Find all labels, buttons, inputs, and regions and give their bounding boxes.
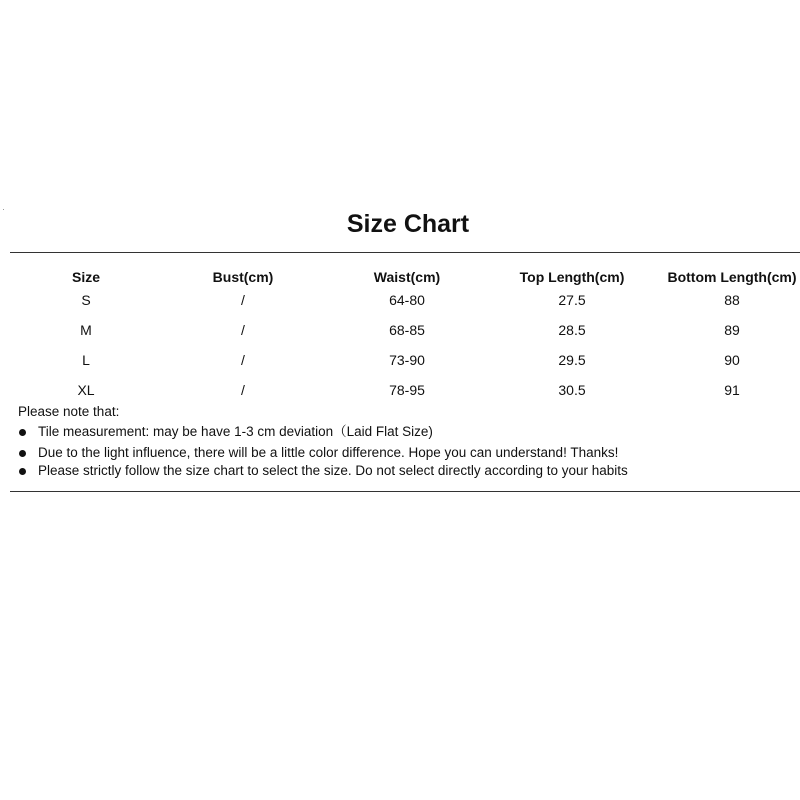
table-cell: 68-85 (389, 322, 425, 338)
note-text: Due to the light influence, there will be a little color difference. Hope you can understand! Thanks! (38, 445, 619, 460)
header-top-length: Top Length(cm) (519, 269, 625, 285)
note-item (18, 423, 628, 441)
table-cell: 27.5 (558, 292, 586, 308)
table-cell: 89 (724, 322, 740, 338)
table-cell: 91 (724, 382, 740, 398)
table-cell: 78-95 (389, 382, 425, 398)
bullet-icon (19, 450, 26, 457)
table-cell: 73-90 (389, 352, 425, 368)
header-waist: Waist(cm) (373, 269, 441, 285)
note-text: Please strictly follow the size chart to select the size. Do not select directly according to your habits (38, 463, 628, 478)
table-cell: L (82, 352, 90, 368)
table-cell: / (241, 382, 245, 398)
notes-heading: Please note that: (18, 404, 120, 419)
bullet-icon (19, 429, 26, 436)
bullet-icon (19, 468, 26, 475)
table-cell: / (241, 292, 245, 308)
note-item (18, 444, 628, 462)
table-cell: / (241, 352, 245, 368)
top-divider (10, 252, 800, 253)
table-cell: 64-80 (389, 292, 425, 308)
table-cell: 28.5 (558, 322, 586, 338)
page-title: Size Chart (346, 210, 470, 238)
notes-section (18, 403, 628, 480)
table-cell: M (80, 322, 92, 338)
note-text: Tile measurement: may be have 1-3 cm deviation（Laid Flat Size) (38, 424, 433, 439)
table-cell: 30.5 (558, 382, 586, 398)
header-bottom-length: Bottom Length(cm) (667, 269, 797, 285)
table-cell: 88 (724, 292, 740, 308)
bottom-divider (10, 491, 800, 492)
header-size: Size (71, 269, 101, 285)
table-cell: / (241, 322, 245, 338)
header-bust: Bust(cm) (212, 269, 274, 285)
table-cell: 90 (724, 352, 740, 368)
table-cell: S (81, 292, 91, 308)
table-cell: 29.5 (558, 352, 586, 368)
table-cell: XL (77, 382, 95, 398)
note-item (18, 462, 628, 480)
